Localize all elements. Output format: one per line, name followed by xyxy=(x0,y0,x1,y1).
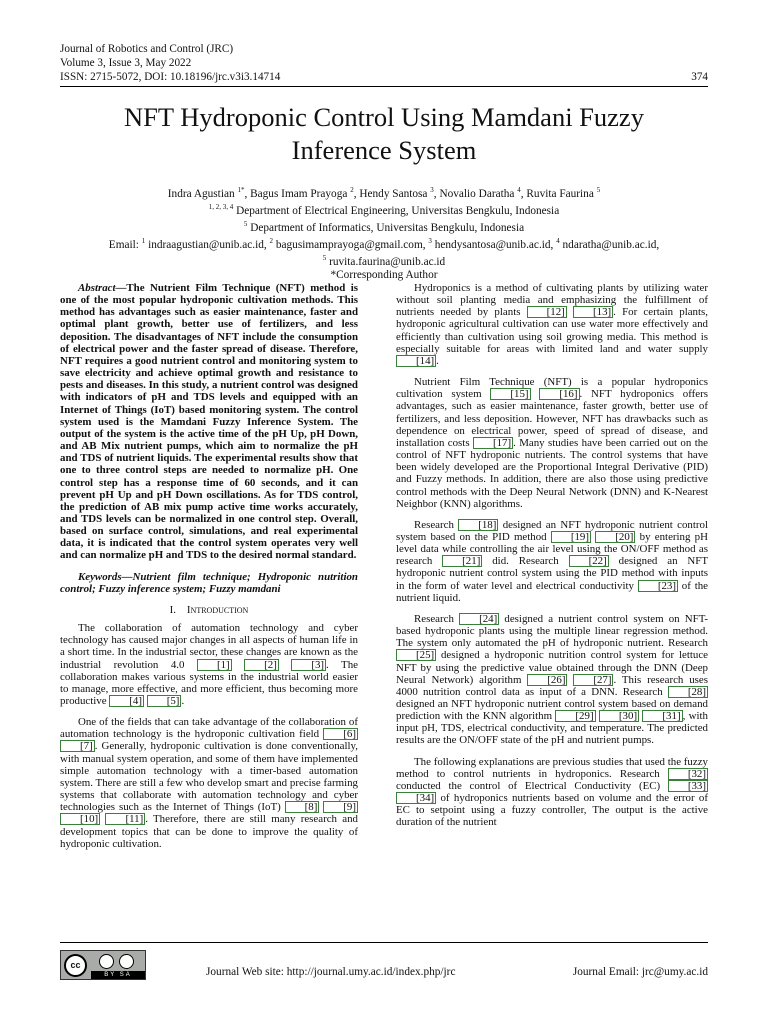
body-paragraph: Nutrient Film Technique (NFT) is a popular hydroponics cultivation system [15] [16] . NFT hydroponics offers advantages, such as easier maintenance, faster growth, better use of fertilizers, and less deposition. However, NFT has drawbacks such as dependence on electrical power, speed of spread of disease, and installation costs [17] . Many studies have been carried out on the control of NFT hydroponic nutrients. The control systems that have been widely developed are the Proportional Integral Derivative (PID) and Fuzzy methods. In addition, there are also those using predictive control methods with the Deep Neural Network (DNN) and K-Nearest Neighbor (KNN) algorithms. xyxy=(396,376,709,510)
citation-link[interactable]: [26] xyxy=(527,674,567,686)
body-paragraph: Research [24] designed a nutrient control system on NFT-based hydroponic plants using the multiple linear regression method. The system only automated the pH of hydroponic nutrient. Research [25] designed a hydroponic nutrition control system for lettuce NFT by using the predictive value obtained through the DNN (Deep Neural Network) algorithm [26] [27] . This research uses 4000 nutrition control data as input of a DNN. Research [28] designed an NFT hydroponic nutrient control system based on demand prediction with the KNN algorithm [29] [30] [31] , with input pH, TDS, electrical conductivity, and temperature. The predicted results are the ON/OFF state of the pH and nutrient pumps. xyxy=(396,612,708,747)
affiliation-1: $^{1, 2, 3, 4}$ Department of Electrical Engineering, Universitas Bengkulu, Indonesia xyxy=(208,203,560,217)
citation-link[interactable]: [16] xyxy=(539,388,579,400)
header-rule xyxy=(60,86,708,87)
share-alike-icon xyxy=(119,954,134,969)
body-paragraph: Research [18] designed an NFT hydroponic nutrient control system based on the PID method [19] [20] by entering pH level data while controlling the air level using the ON/OFF method as research [21] did. Research [22] designed an NFT hydroponic nutrient control system using the PID method with inputs in the form of water level and electrical conductivity [23] of the nutrient liquid. xyxy=(396,518,709,604)
citation-link[interactable]: [34] xyxy=(396,792,436,804)
left-column xyxy=(60,282,358,859)
citation-link[interactable]: [14] xyxy=(396,355,436,367)
corresponding-note: *Corresponding Author xyxy=(330,269,438,282)
section-heading: I. Introduction xyxy=(169,603,249,616)
citation-link[interactable]: [27] xyxy=(573,674,613,686)
footer-email[interactable]: Journal Email: jrc@umy.ac.id xyxy=(572,966,708,978)
citation-link[interactable]: [30] xyxy=(599,710,639,722)
right-column xyxy=(396,282,708,838)
citation-link[interactable]: [24] xyxy=(459,613,499,625)
citation-link[interactable]: [8] xyxy=(285,801,320,813)
citation-link[interactable]: [31] xyxy=(642,710,682,722)
cc-icon: cc xyxy=(64,954,87,977)
email-link[interactable]: bagusimamprayoga@gmail.com, xyxy=(275,238,426,251)
citation-link[interactable]: [32] xyxy=(668,768,708,780)
title-line-1: NFT Hydroponic Control Using Mamdani Fuzzy xyxy=(124,102,644,132)
journal-volume: Volume 3, Issue 3, May 2022 xyxy=(60,57,192,69)
citation-link[interactable]: [29] xyxy=(555,710,595,722)
citation-link[interactable]: [4] xyxy=(109,695,144,707)
citation-link[interactable]: [5] xyxy=(147,695,182,707)
citation-link[interactable]: [19] xyxy=(551,531,591,543)
citation-link[interactable]: [10] xyxy=(60,813,100,825)
journal-header xyxy=(60,42,708,84)
title-line-2: Inference System xyxy=(291,135,477,165)
page-number: 374 xyxy=(691,71,708,83)
author-name: Indra Agustian xyxy=(167,187,235,200)
cc-license-badge[interactable] xyxy=(60,950,146,980)
author-name: Novalio Daratha xyxy=(439,187,515,200)
citation-link[interactable]: [28] xyxy=(668,686,708,698)
citation-link[interactable]: [3] xyxy=(291,659,326,671)
citation-link[interactable]: [25] xyxy=(396,649,436,661)
citation-link[interactable]: [6] xyxy=(323,728,358,740)
email-link[interactable]: indraagustian@unib.ac.id, xyxy=(148,238,267,251)
citation-link[interactable]: [21] xyxy=(442,555,482,567)
citation-link[interactable]: [17] xyxy=(473,437,513,449)
attribution-icon xyxy=(99,954,114,969)
paper-title xyxy=(60,101,708,167)
footer-website[interactable]: Journal Web site: http://journal.umy.ac.id/index.php/jrc xyxy=(206,966,456,978)
author-name: Hendy Santosa xyxy=(359,187,428,200)
citation-link[interactable]: [11] xyxy=(105,813,145,825)
license-strip: BY SA xyxy=(91,971,145,979)
affiliation-2: $^5$ Department of Informatics, Universitas Bengkulu, Indonesia xyxy=(243,220,525,234)
citation-link[interactable]: [15] xyxy=(490,388,530,400)
author-name: Ruvita Faurina xyxy=(526,187,594,200)
citation-link[interactable]: [20] xyxy=(595,531,635,543)
citation-link[interactable]: [18] xyxy=(458,519,498,531)
author-name: Bagus Imam Prayoga xyxy=(250,187,348,200)
citation-link[interactable]: [33] xyxy=(668,780,708,792)
body-paragraph: Hydroponics is a method of cultivating plants by utilizing water without soil planting media and emphasizing the fulfillment of nutrients needed by plants [12] [13] . For certain plants, hydroponic agricultural cultivation can use water more effectively and efficiently than cultivation using soil growing media. This method is especially suitable for areas with limited land and water supply [14] . xyxy=(396,282,708,367)
intro-paragraph: One of the fields that can take advantage of the collaboration of automation technology is the hydroponic cultivation field [6] [7] . Generally, hydroponic cultivation is done conventionally, with manual system operation, and some of them have implemented simple automation technology with a timer-based automation system. There are still a few who develop smart and precise farming systems that collaborate with automation technology and cyber technologies such as the Internet of Things (IoT) [8] [9] [10] [11] . Therefore, there are still many research and development topics that can be done to improve the quality of hydroponic cultivation. xyxy=(60,716,358,850)
citation-link[interactable]: [9] xyxy=(323,801,358,813)
email-link[interactable]: hendysantosa@unib.ac.id, xyxy=(434,238,554,251)
citation-link[interactable]: [22] xyxy=(569,555,609,567)
citation-link[interactable]: [7] xyxy=(60,740,95,752)
keywords: Keywords—Nutrient film technique; Hydroponic nutrition control; Fuzzy inference system; Fuzzy mamdani xyxy=(60,570,358,595)
email-line: Email: $^1$ indraagustian@unib.ac.id, $^2$ bagusimamprayoga@gmail.com, $^3$ hendysantosa@unib.ac.id, $^4$ ndaratha@unib.ac.id, xyxy=(108,237,660,251)
citation-link[interactable]: [2] xyxy=(244,659,279,671)
email-line-2: $^5$ ruvita.faurina@unib.ac.id xyxy=(322,254,446,269)
email-link[interactable]: ndaratha@unib.ac.id, xyxy=(562,238,660,251)
journal-name: Journal of Robotics and Control (JRC) xyxy=(60,43,234,55)
citation-link[interactable]: [23] xyxy=(638,580,678,592)
author-block xyxy=(60,184,708,283)
citation-link[interactable]: [12] xyxy=(527,306,567,318)
journal-issn: ISSN: 2715-5072, DOI: 10.18196/jrc.v3i3.14714 xyxy=(60,71,281,83)
author-list: Indra Agustian $^{1*}$, Bagus Imam Prayoga $^2$, Hendy Santosa $^3$, Novalio Daratha $^4$, Ruvita Faurina $^5$ xyxy=(167,186,601,200)
footer-rule xyxy=(60,942,708,943)
body-paragraph: The following explanations are previous studies that used the fuzzy method to control nutrients in hydroponics. Research [32] conducted the control of Electrical Conductivity (EC) [33] [34] of hydroponics nutrients based on volume and the error of EC to setpoint using a fuzzy controller, The output is the active duration of the nutrient xyxy=(396,755,708,829)
abstract: Abstract—The Nutrient Film Technique (NFT) method is one of the most popular hydroponic cultivation methods. This method has advantages such as easier maintenance, faster and optimal plant growth, better use of fertilizers, and less deposition. The disadvantages of NFT include the consumption of electrical power and the faster spread of disease. Therefore, NFT requires a good nutrient control and monitoring system to save electricity and achieve optimal growth and resistance to pests and diseases. In this study, a nutrient control was designed with indicators of pH and TDS levels and equipped with an Internet of Things (IoT) based monitoring system. The control system used is the Mamdani Fuzzy Inference System. The output of the system is the active time of the pH Up, pH Down, and AB Mix nutrient pumps, which aim to normalize the pH and TDS of nutrient liquids. The experimental results show that one to three control steps are needed to normalize pH. One control step has a response time of 60 seconds, and it can prevent pH Up and pH Down oscillations. As for TDS control, the prediction of AB mix pump active time works accurately, and TDS levels can be normalized in one control step. Overall, based on surface control, simulations, and real experimental data, it is indicated that the control system operates very well and can normalize pH and TDS to the desired normal standard. xyxy=(60,282,358,562)
intro-paragraph: The collaboration of automation technology and cyber technology has caused major changes in all aspects of human life in a short time. In the industrial sector, these changes are known as the industrial revolution 4.0 [1] [2] [3] . The collaboration makes various systems in the industrial world easier to manage, more effective, and more efficient, thus becoming more productive [4] [5] . xyxy=(60,622,358,707)
email-link[interactable]: ruvita.faurina@unib.ac.id xyxy=(329,256,446,269)
citation-link[interactable]: [1] xyxy=(197,659,232,671)
citation-link[interactable]: [13] xyxy=(573,306,613,318)
